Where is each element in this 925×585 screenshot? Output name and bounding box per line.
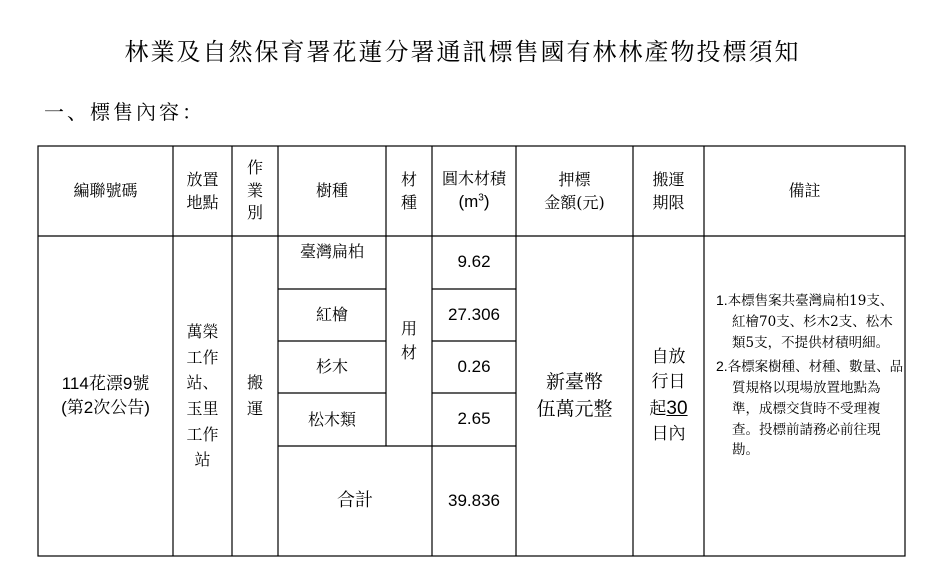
species-cell: 紅檜: [315, 305, 348, 325]
total-label: 合計: [337, 489, 373, 511]
lot-code-line1: 114花漂9號: [61, 374, 150, 394]
remark-item: [712, 290, 904, 354]
header-work-type-char: 作: [246, 158, 263, 178]
lot-location-line: 工作: [186, 347, 219, 367]
remark-text: 本標售案共臺灣扁柏19支、紅檜70支、杉木2支、松木類5支，不提供材積明細。: [727, 293, 894, 351]
lot-location-line: 玉里: [186, 399, 219, 418]
header-volume-unit: [458, 190, 489, 215]
lot-location: [173, 236, 232, 556]
lot-location-line: 站、: [186, 373, 219, 393]
lot-period-line: 日內: [651, 424, 686, 445]
header-work-type-char: 業: [246, 180, 263, 200]
page-title: 林業及自然保育署花蓮分署通訊標售國有林林產物投標須知: [124, 38, 801, 66]
lot-location-line: 站: [194, 450, 211, 470]
header-code: 編聯號碼: [73, 181, 138, 201]
remarks-list: [712, 290, 904, 461]
header-deposit: [516, 146, 633, 236]
volume-cell: 0.26: [457, 356, 491, 376]
lot-period: [633, 236, 704, 556]
unit-prefix: (m: [458, 192, 479, 212]
header-location-line: 放置: [186, 169, 219, 189]
lot-code-line2: (第2次公告): [61, 398, 150, 417]
remark-item: [712, 356, 904, 462]
header-deposit-line: 金額(元): [544, 193, 605, 212]
lot-location-line: 工作: [186, 424, 219, 444]
lot-material-char: 材: [400, 343, 417, 362]
unit-suffix: ): [483, 192, 490, 212]
lot-work-type-char: 搬: [246, 373, 263, 393]
lot-period-line: [649, 395, 687, 423]
total-volume: 39.836: [448, 490, 500, 510]
header-location-line: 地點: [186, 193, 219, 212]
header-material-char: 種: [400, 193, 417, 212]
species-cell: 杉木: [315, 357, 348, 377]
header-period-line: 搬運: [652, 169, 685, 189]
lot-period-line: 自放: [651, 347, 686, 368]
volume-cell: 9.62: [457, 252, 491, 272]
lot-work-type-char: 運: [246, 399, 263, 418]
lot-work-type: [232, 236, 278, 556]
period-prefix: 起: [649, 398, 667, 419]
lot-deposit-line: 新臺幣: [545, 371, 603, 394]
header-period-line: 期限: [652, 193, 685, 212]
header-material: [386, 146, 432, 236]
header-work-type-char: 別: [246, 203, 263, 223]
header-remarks: 備註: [788, 181, 821, 201]
header-work-type: [232, 146, 278, 236]
lot-material-char: 用: [400, 319, 417, 338]
lot-deposit-line: 伍萬元整: [536, 398, 613, 420]
lot-material: [386, 236, 432, 446]
lot-deposit: [516, 236, 633, 556]
species-cell: 松木類: [307, 409, 356, 429]
header-location: [173, 146, 232, 236]
header-material-char: 材: [400, 169, 417, 189]
header-deposit-line: 押標: [558, 169, 591, 189]
volume-cell: 27.306: [448, 304, 500, 324]
header-period: [633, 146, 704, 236]
lot-location-line: 萬榮: [186, 322, 219, 342]
header-species: 樹種: [315, 181, 348, 201]
lot-code: [38, 236, 173, 556]
section-heading: 一、標售內容：: [44, 100, 205, 124]
species-cell: 臺灣扁柏: [299, 242, 364, 262]
volume-cell: 2.65: [457, 409, 491, 429]
lot-period-line: 行日: [651, 371, 686, 392]
period-days: 30: [666, 397, 688, 419]
unit-superscript: 3: [478, 192, 484, 204]
header-volume: [432, 146, 516, 236]
remark-text: 各標案樹種、材種、數量、品質規格以現場放置地點為準，成標交貨時不受理複查。投標前請務必前往現勘。: [727, 358, 904, 459]
remark-number: 2.: [716, 357, 728, 374]
remark-number: 1.: [716, 292, 728, 308]
header-volume-line1: 圓木材積: [441, 169, 506, 189]
